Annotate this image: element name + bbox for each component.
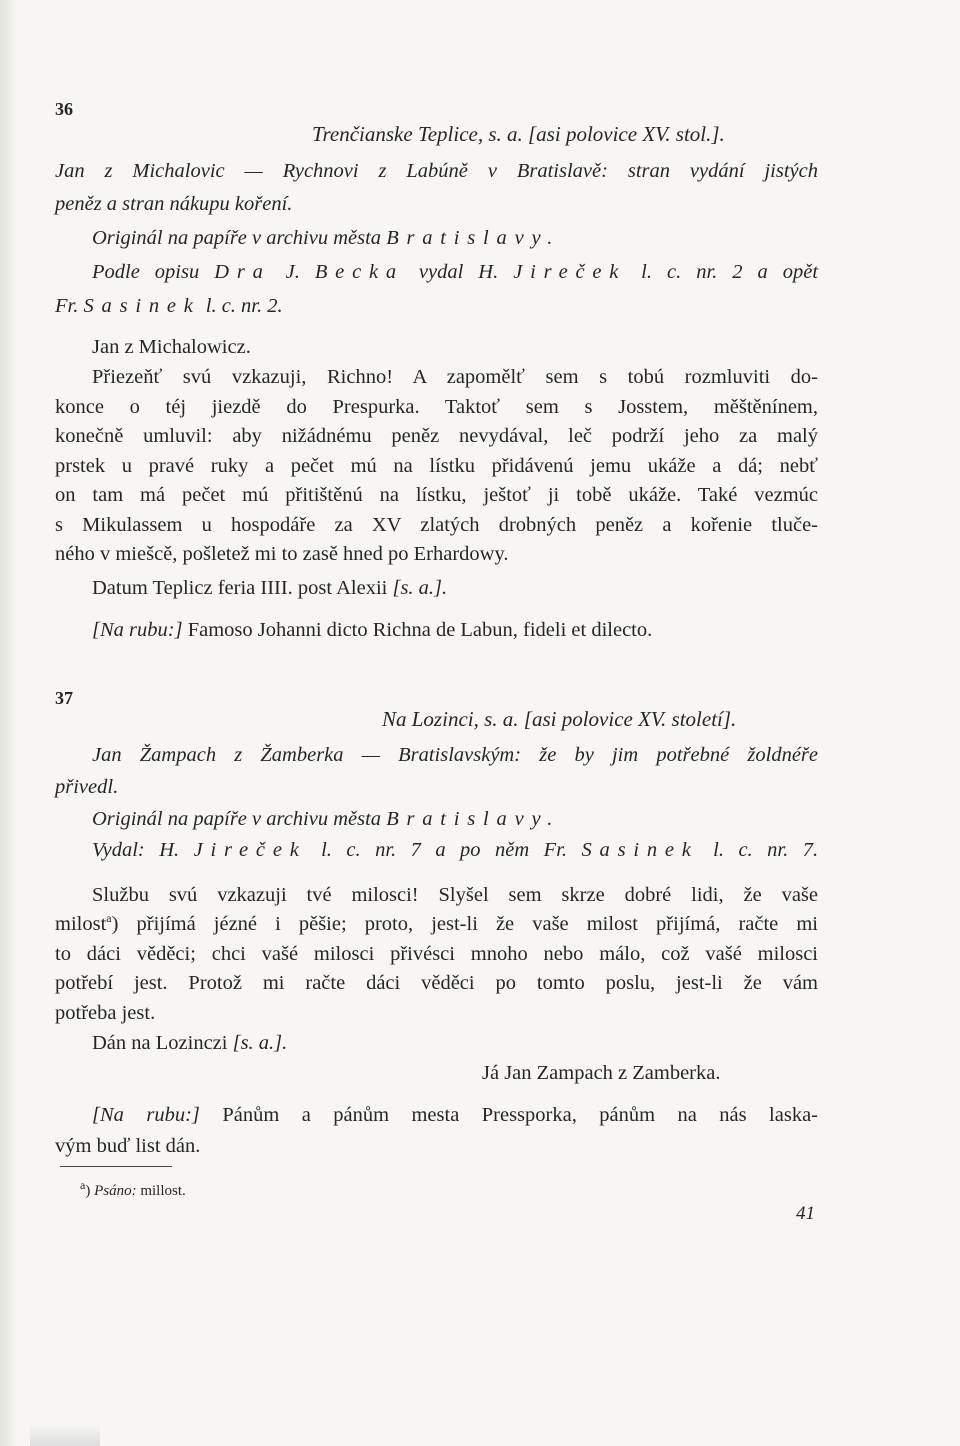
doc37-original-note [92,808,560,831]
doc37-ref1: l. c. nr. 7 a po něm [321,839,530,861]
doc36-datum-note: [s. a.]. [392,577,448,599]
doc36-text-line-3: konečně umluvil: aby nižádnému peněz nevydával, leč podrží jeho za malý [55,425,818,447]
doc37-dan-note: [s. a.]. [232,1032,288,1054]
doc36-edition-note-line-1 [92,261,818,284]
doc36-edition-note-line-2 [55,295,283,318]
doc37-dan [92,1032,287,1055]
document-number-36: 36 [55,99,73,119]
doc36-datum [92,577,447,600]
doc36-ref1: l. c. nr. 2 a opět [641,261,819,283]
doc37-dan-text: Dán na Lozinczi [92,1032,228,1054]
doc36-text-line-7: ného v miešcě, pošletež mi to zasě hned po Erhardowy. [55,543,509,565]
doc37-original-prefix: Originál na papíře v archivu města [92,808,382,830]
doc36-address-text: Famoso Johanni dicto Richna de Labun, fideli et dilecto. [187,619,653,641]
doc36-j: J. [285,261,300,283]
doc36-text-line-5: on tam má pečet mú přitištěnú na lístku, ještoť ji tobě ukáže. Také vezmúc [55,484,818,506]
footnote-reference-a: a [106,911,112,926]
doc36-podle-prefix: Podle opisu [92,261,200,283]
page-number: 41 [796,1203,815,1224]
doc36-fr: Fr. [55,295,79,317]
doc36-becka: Becka [314,261,404,283]
doc37-text-line-2-rest: ) přijímá jézné i pěšie; proto, jest-li že vaše milost přijímá, račte mi [111,913,818,935]
doc36-address-label: [Na rubu:] [92,619,183,641]
footnote-label: Psáno: [94,1183,137,1199]
doc36-ref2: l. c. nr. 2. [205,295,283,317]
doc36-text-line-6: s Mikulassem u hospodáře za XV zlatých drobných peněz a kořenie tluče- [55,514,818,536]
doc37-signature: Já Jan Zampach z Zamberka. [482,1062,721,1084]
doc37-text-line-4: potřebí jest. Protož mi račte dáci věděci po tomto poslu, jest-li že vám [55,972,818,994]
doc37-regest-line-2: přivedl. [55,776,119,798]
doc36-salutation: Jan z Michalowicz. [92,336,251,358]
doc37-vydal: Vydal: H. [92,839,180,861]
document-number-37: 37 [55,688,73,708]
doc36-jirecek: Jireček [513,261,627,283]
doc37-original-place: Bratislavy. [386,808,561,830]
doc36-regest-line-1: Jan z Michalovic — Rychnovi z Labúně v Bratislavě: stran vydání jistých [55,160,818,182]
doc36-text-line-2: konce o téj jiezdě do Prespurka. Taktoť sem s Josstem, měštěnínem, [55,396,818,418]
doc37-jirecek: Jireček [193,839,307,861]
doc37-regest-line-1: Jan Žampach z Žamberka — Bratislavským: že by jim potřebné žoldnéře [92,744,818,766]
doc36-original-note [92,227,560,250]
doc37-address-line-2: vým buď list dán. [55,1135,201,1157]
doc37-edition-note [92,839,818,862]
doc36-original-place: Bratislavy. [386,227,561,249]
doc36-regest-line-2: peněz a stran nákupu koření. [55,193,293,215]
doc37-text-line-1: Službu svú vzkazuji tvé milosci! Slyšel sem skrze dobré lidi, že vaše [92,884,818,906]
doc36-datum-text: Datum Teplicz feria IIII. post Alexii [92,577,388,599]
footnote-text: millost. [140,1183,186,1199]
doc36-original-prefix: Originál na papíře v archivu města [92,227,382,249]
doc36-sasinek: Sasinek [83,295,201,317]
doc36-dr: Dra [214,261,271,283]
doc36-place-date: Trenčianske Teplice, s. a. [asi polovice XV. stol.]. [312,122,725,146]
doc36-text-line-1: Přiezeňť svú vzkazuji, Richno! A zapomělť sem s tobú rozmluviti do- [92,366,818,388]
doc37-text-line-2 [55,913,818,936]
doc37-text-line-2-start: milost [55,913,107,935]
doc36-address [92,619,652,642]
doc37-place-date: Na Lozinci, s. a. [asi polovice XV. století]. [382,707,737,731]
doc37-text-line-3: to dáci věděci; chci vašé milosci přivésci mnoho nebo málo, což vašé milosci [55,943,818,965]
doc36-vydal: vydal H. [418,261,499,283]
doc36-text-line-4: prstek u pravé ruky a pečet mú na lístku přidávenú jemu ukáže a dá; nebť [55,455,818,477]
scan-smudge [30,1424,100,1446]
footnote-mark: a [80,1178,86,1192]
doc37-text-line-5: potřeba jest. [55,1002,156,1024]
footnote-rule [60,1166,172,1167]
doc37-ref2: l. c. nr. 7. [713,839,819,861]
doc37-address-label: [Na rubu:] [92,1104,200,1126]
doc37-address-line-1 [92,1104,818,1127]
doc37-fr: Fr. [543,839,568,861]
scan-page-edge [0,0,18,1446]
doc37-sasinek: Sasinek [581,839,699,861]
footnote: $^a$) Psáno: millost. [80,1178,186,1199]
doc37-address-text: Pánům a pánům mesta Pressporka, pánům na nás laska- [222,1104,819,1126]
